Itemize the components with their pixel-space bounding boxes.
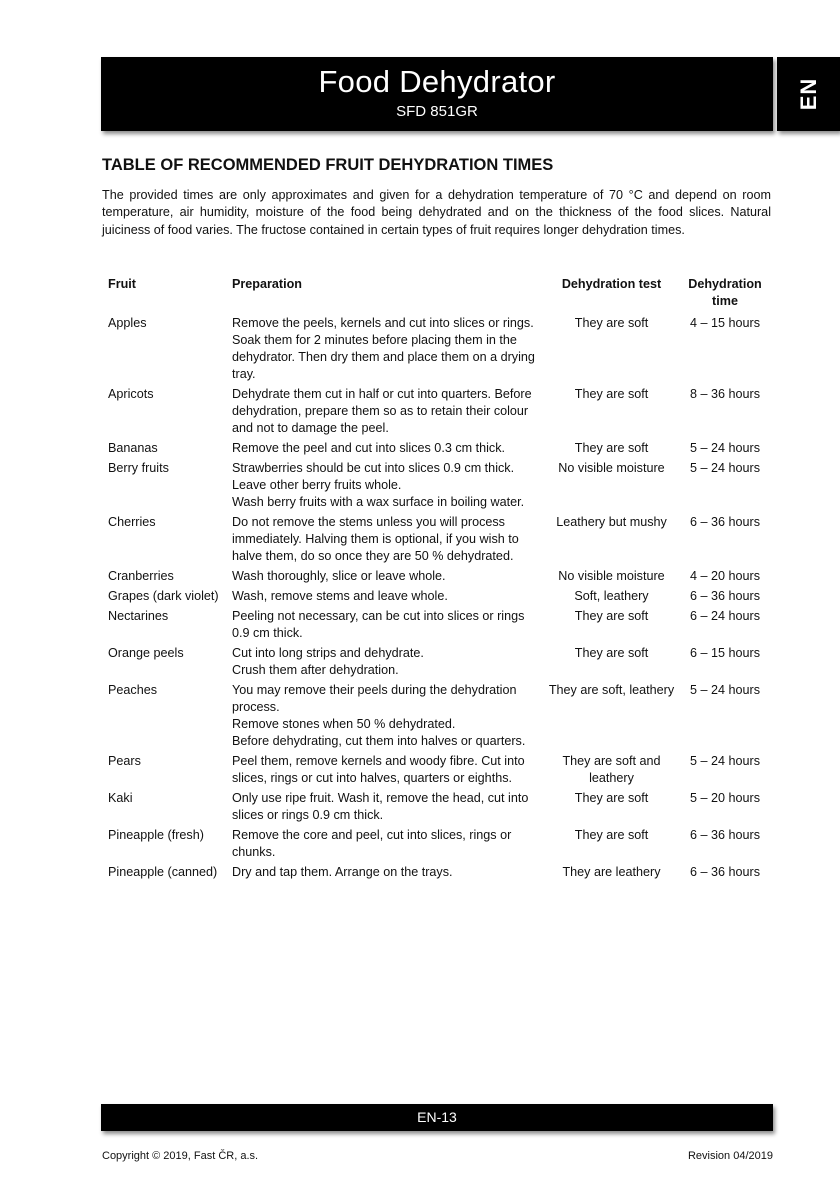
model-number: SFD 851GR bbox=[396, 103, 478, 120]
preparation-text: You may remove their peels during the dehydration process. bbox=[232, 683, 517, 714]
preparation-text: Cut into long strips and dehydrate. bbox=[232, 646, 424, 660]
table-row bbox=[102, 568, 771, 588]
time-cell: 6 – 36 hours bbox=[689, 865, 761, 879]
column-header-fruit: Fruit bbox=[108, 277, 136, 291]
preparation-text: Crush them after dehydration. bbox=[232, 663, 399, 677]
preparation-text: Wash berry fruits with a wax surface in boiling water. bbox=[232, 495, 525, 509]
test-cell: They are soft bbox=[574, 316, 649, 330]
time-cell: 6 – 15 hours bbox=[689, 646, 761, 660]
table-row bbox=[102, 386, 771, 440]
preparation-cell bbox=[232, 827, 544, 864]
test-cell: They are soft bbox=[574, 609, 649, 623]
preparation-cell bbox=[232, 514, 544, 568]
preparation-cell bbox=[232, 645, 544, 682]
test-cell: They are soft bbox=[574, 441, 649, 455]
language-tab bbox=[777, 57, 840, 131]
preparation-cell bbox=[232, 682, 544, 753]
preparation-cell bbox=[232, 315, 544, 386]
time-cell: 5 – 24 hours bbox=[689, 754, 761, 768]
time-cell: 5 – 20 hours bbox=[689, 791, 761, 805]
fruit-cell: Kaki bbox=[108, 791, 133, 805]
intro-paragraph: The provided times are only approximates and given for a dehydration temperature of 70 °C and depend on room temperature, air humidity, moisture of the food being dehydrated and on the thickness of the food slices. Natural juiciness of food varies. The fructose contained in certain types of fruit requires longer dehydration times. bbox=[102, 188, 771, 237]
time-cell: 4 – 15 hours bbox=[689, 316, 761, 330]
preparation-cell bbox=[232, 460, 544, 514]
preparation-text: Peel them, remove kernels and woody fibre. Cut into slices, rings or cut into halves, quarters or eighths. bbox=[232, 754, 525, 785]
preparation-text: Remove the core and peel, cut into slices, rings or chunks. bbox=[232, 828, 512, 859]
time-cell: 5 – 24 hours bbox=[689, 683, 761, 697]
test-cell: No visible moisture bbox=[558, 461, 665, 475]
test-cell: They are leathery bbox=[562, 865, 661, 879]
preparation-text: Remove stones when 50 % dehydrated. bbox=[232, 717, 456, 731]
dehydration-table bbox=[102, 276, 771, 884]
document-title: Food Dehydrator bbox=[318, 64, 556, 99]
preparation-cell bbox=[232, 864, 544, 884]
preparation-cell bbox=[232, 440, 544, 460]
test-cell: They are soft bbox=[574, 791, 649, 805]
page-number-bar bbox=[101, 1104, 773, 1131]
preparation-text: Wash thoroughly, slice or leave whole. bbox=[232, 569, 446, 583]
table-header-row bbox=[102, 276, 771, 315]
column-header-test: Dehydration test bbox=[561, 277, 662, 291]
time-cell: 4 – 20 hours bbox=[689, 569, 761, 583]
time-cell: 5 – 24 hours bbox=[689, 461, 761, 475]
table-row bbox=[102, 864, 771, 884]
fruit-cell: Pears bbox=[108, 754, 141, 768]
copyright-text: Copyright © 2019, Fast ČR, a.s. bbox=[102, 1150, 259, 1162]
table-row bbox=[102, 514, 771, 568]
test-cell: They are soft, leathery bbox=[548, 683, 675, 697]
table-row bbox=[102, 753, 771, 790]
time-cell: 6 – 36 hours bbox=[689, 828, 761, 842]
preparation-text: Wash, remove stems and leave whole. bbox=[232, 589, 448, 603]
test-cell: They are soft and leathery bbox=[562, 754, 661, 785]
preparation-text: Remove the peels, kernels and cut into slices or rings. Soak them for 2 minutes before placing them in the dehydrator. Then dry them and place them on a drying tray. bbox=[232, 316, 535, 381]
section-heading: TABLE OF RECOMMENDED FRUIT DEHYDRATION TIMES bbox=[102, 156, 554, 174]
fruit-cell: Apricots bbox=[108, 387, 154, 401]
column-header-preparation: Preparation bbox=[232, 277, 302, 291]
preparation-text: Dry and tap them. Arrange on the trays. bbox=[232, 865, 453, 879]
table-row bbox=[102, 682, 771, 753]
page-number: EN-13 bbox=[417, 1109, 457, 1125]
table-row bbox=[102, 608, 771, 645]
fruit-cell: Pineapple (fresh) bbox=[108, 828, 204, 842]
test-cell: They are soft bbox=[574, 387, 649, 401]
preparation-text: Do not remove the stems unless you will process immediately. Halving them is optional, if you wish to halve them, do so once they are 50 % dehydrated. bbox=[232, 515, 519, 563]
preparation-text: Before dehydrating, cut them into halves or quarters. bbox=[232, 734, 526, 748]
test-cell: Leathery but mushy bbox=[556, 515, 667, 529]
time-cell: 8 – 36 hours bbox=[689, 387, 761, 401]
preparation-text: Strawberries should be cut into slices 0.9 cm thick. Leave other berry fruits whole. bbox=[232, 461, 515, 492]
table-row bbox=[102, 460, 771, 514]
preparation-cell bbox=[232, 386, 544, 440]
test-cell: No visible moisture bbox=[558, 569, 665, 583]
time-cell: 6 – 24 hours bbox=[689, 609, 761, 623]
preparation-text: Dehydrate them cut in half or cut into quarters. Before dehydration, prepare them so as to retain their colour and not to damage the peel. bbox=[232, 387, 532, 435]
test-cell: They are soft bbox=[574, 646, 649, 660]
table-row bbox=[102, 645, 771, 682]
fruit-cell: Berry fruits bbox=[108, 461, 169, 475]
test-cell: Soft, leathery bbox=[574, 589, 649, 603]
preparation-text: Only use ripe fruit. Wash it, remove the head, cut into slices or rings 0.9 cm thick. bbox=[232, 791, 529, 822]
preparation-cell bbox=[232, 608, 544, 645]
time-cell: 6 – 36 hours bbox=[689, 589, 761, 603]
fruit-cell: Pineapple (canned) bbox=[108, 865, 218, 879]
test-cell: They are soft bbox=[574, 828, 649, 842]
table-row bbox=[102, 790, 771, 827]
fruit-cell: Orange peels bbox=[108, 646, 184, 660]
table-row bbox=[102, 588, 771, 608]
title-banner bbox=[101, 57, 773, 131]
fruit-cell: Cherries bbox=[108, 515, 156, 529]
fruit-cell: Apples bbox=[108, 316, 147, 330]
time-cell: 6 – 36 hours bbox=[689, 515, 761, 529]
revision-text: Revision 04/2019 bbox=[687, 1150, 773, 1162]
fruit-cell: Cranberries bbox=[108, 569, 174, 583]
preparation-cell bbox=[232, 568, 544, 588]
fruit-cell: Nectarines bbox=[108, 609, 169, 623]
fruit-cell: Bananas bbox=[108, 441, 158, 455]
language-label: EN bbox=[795, 77, 821, 111]
preparation-text: Remove the peel and cut into slices 0.3 cm thick. bbox=[232, 441, 505, 455]
table-row bbox=[102, 440, 771, 460]
fruit-cell: Peaches bbox=[108, 683, 158, 697]
preparation-cell bbox=[232, 790, 544, 827]
preparation-text: Peeling not necessary, can be cut into slices or rings 0.9 cm thick. bbox=[232, 609, 525, 640]
table-row bbox=[102, 315, 771, 386]
fruit-cell: Grapes (dark violet) bbox=[108, 589, 219, 603]
table-row bbox=[102, 827, 771, 864]
preparation-cell bbox=[232, 753, 544, 790]
preparation-cell bbox=[232, 588, 544, 608]
column-header-time: Dehydration time bbox=[688, 277, 762, 308]
table-body bbox=[102, 315, 771, 884]
time-cell: 5 – 24 hours bbox=[689, 441, 761, 455]
